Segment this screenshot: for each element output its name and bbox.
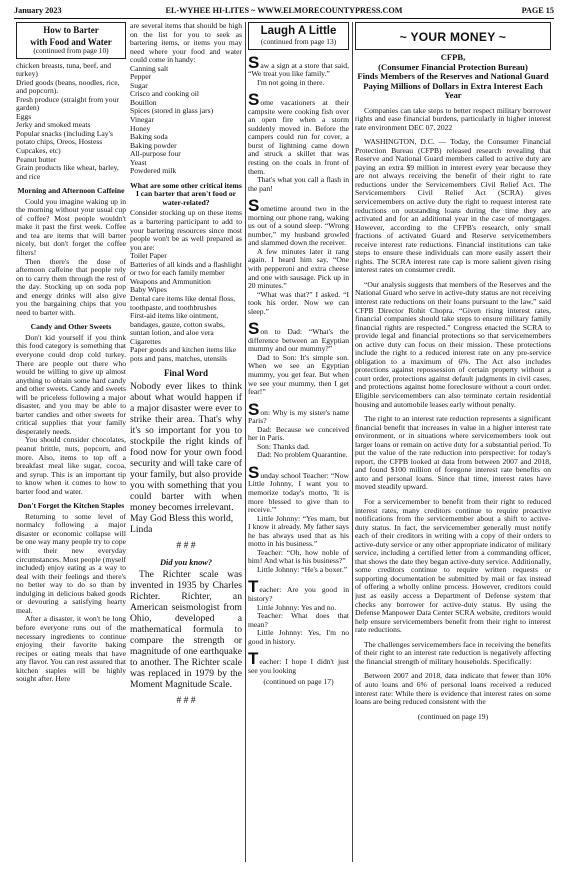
list-item: Toilet Paper: [130, 251, 167, 261]
final-word-paragraph: Nobody ever likes to think about what would happen if a major disaster were ever to strike their area. That's why it's so important for you to stockpile the right kinds of food now for your own food security and will take care of your family, but also provide you with something that you could barter with when money becomes irrelevant.: [130, 380, 242, 513]
list-item: Dental care items like dental floss, toothpaste, and toothbrushes: [130, 293, 236, 312]
coffee-heading: Morning and Afternoon Caffeine: [17, 186, 125, 196]
column-divider: [245, 22, 246, 862]
list-item: Eggs: [16, 111, 32, 121]
did-you-know-paragraph: The Richter scale was invented in 1935 by Charles Richter. Richter, an American seismologist from Ohio, developed a mathematical formula to compare the strength or magnitude of one earthquake to another. The Richter scale was replaced in 1979 by the Moment Magnitude Scale.: [130, 569, 242, 691]
critical-items-list: [130, 252, 242, 363]
joke-line: Saw a sign at a store that said, “We treat you like family.”: [248, 52, 349, 79]
article-paragraph: The right to an interest rate reduction represents a significant financial benefit that increases in value in a higher interest rate environment, or in situations where servicemembers took out larger loans or remain on active duty for a substantial period. To put the value of the rate reduction into perspective: for today's report, the CFPB looked at data from between 2007 and 2018, and found $100 million of foregone interest rate benefits on auto and personal loans. Since that time, interest rates have moved steadily upward.: [355, 414, 551, 492]
food-list: [16, 79, 126, 182]
list-item: Baking powder: [130, 140, 177, 150]
masthead: EL-WYHEE HI-LITES ~ WWW.ELMORECOUNTYPRESS.COM: [165, 6, 403, 15]
joke: [248, 319, 349, 397]
joke-line: Son to Dad: “What's the difference between an Egyptian mummy and our mummy?”: [248, 319, 349, 354]
drop-cap: S: [248, 319, 260, 339]
joke-line: Dad: Because we conceived her in Paris.: [248, 424, 349, 443]
joke-line: Little Johnny: “He's a boxer.”: [257, 564, 348, 574]
list-item: Jerky and smoked meats: [16, 120, 91, 130]
barter-title-box: [16, 22, 126, 59]
list-item: Bouillon: [130, 97, 157, 107]
drop-cap: S: [248, 462, 260, 482]
separator: # # #: [176, 695, 196, 707]
list-item: Canning salt: [130, 63, 169, 73]
joke-line: Teacher: Are you good in history?: [248, 577, 349, 604]
joke: [248, 462, 349, 575]
issue-date: January 2023: [14, 6, 62, 15]
coffee-paragraph-1: Could you imagine waking up in the morning without your usual cup of coffee? Most people wouldn't make it past the first week. Coffee and tea are items that will barter nicely, but don't forget the coffee filters!: [16, 196, 126, 257]
money-continued-on: (continued on page 19): [417, 711, 489, 721]
list-item: Powdered milk: [130, 166, 177, 176]
column-divider: [352, 22, 353, 862]
article-paragraph: The challenges servicemembers face in receiving the benefits of their right to an interest rate reduction is negatively affecting the financial strength of military households. Specifically:: [355, 639, 551, 666]
money-title-box: [355, 22, 551, 50]
article-paragraph: Between 2007 and 2018, data indicate that fewer than 10% of auto loans and 6% of personal loans received a reduced interest rate: While there is evidence that interest rates on some loans are being reduced consistent with the: [355, 671, 551, 707]
joke-line: Some vacationers at their campsite were cooking fish over an open fire when a storm suddenly moved in. Before the campers could run for cover, a burst of lightning came down and struck a skillet that was resting on the coals in front of them.: [248, 90, 349, 176]
staples-heading: Don't Forget the Kitchen Staples: [17, 501, 125, 511]
list-item: Pepper: [130, 72, 152, 82]
list-item: Batteries of all kinds and a flashlight or two for each family member: [130, 259, 242, 278]
list-item: Dried goods (beans, noodles, rice, and popcorn).: [16, 77, 120, 96]
joke-line: Dad: No problem Quarantine.: [257, 450, 348, 460]
list-item: Baby Wipes: [130, 285, 167, 295]
joke: [248, 399, 349, 460]
list-item: Paper goods and kitchen items like pots and pans, matches, utensils: [130, 345, 237, 363]
list-item: Baking soda: [130, 132, 168, 142]
list-item: Grain products like wheat, barley, and rice: [16, 163, 119, 181]
article-paragraph: Companies can take steps to better respect military borrower rights and ease financial burdens, particularly in higher interest rate environment DEC 07, 2022: [355, 105, 551, 132]
list-item: Peanut butter: [16, 154, 57, 164]
joke: [248, 196, 349, 316]
staples-list: [130, 65, 242, 176]
list-item: Cigarettes: [130, 336, 161, 346]
joke-line: Dad to Son: It's simple son. When we see an Egyptian mummy, you get fear. But when we see your mummy, then I get fear!”: [248, 352, 349, 397]
final-word-heading: Final Word: [163, 368, 209, 379]
joke: [248, 52, 349, 88]
joke-line: Son: Why is my sister's name Paris?: [248, 399, 349, 426]
header-rule: [14, 18, 554, 19]
laugh-continued-from: (continued from page 13): [260, 37, 337, 46]
joke: [248, 90, 349, 193]
coffee-paragraph-2: Then there's the dose of afternoon caffeine that people rely on to carry them through the rest of the day. Stocking up on soda pop and energy drinks will also give you the bargaining chips that you need to barter with.: [16, 256, 126, 317]
joke-line: That's what you call a flash in the pan!: [248, 175, 349, 193]
money-title: ~ YOUR MONEY ~: [399, 30, 507, 44]
critical-items-heading: What are some other critical items I can barter that aren't food or water-related?: [130, 180, 242, 207]
article-paragraph: “Our analysis suggests that members of the Reserves and the National Guard who serve in active-duty status are not receiving interest rate reductions on their loans pursuant to the law,” said CFPB Director Rohit Chopra. “Given rising interest rates, financial companies should take steps to ensure military family financial rights are respected.” Congress enacted the SCRA to provide legal and financial protections so that servicemembers on active duty can focus on their mission. These protections include the right to a reduced interest rate on any pre-service obligation to a maximum of 6%. The Act also includes protections against repossession of certain property without a court order, protections against default judgments in civil cases, and protections against home foreclosure without a court order. Eligible servicemembers can also terminate certain residential housing and automobile leases early without penalty.: [355, 279, 551, 409]
list-item: All-purpose four: [130, 149, 181, 159]
laugh-title-box: [248, 22, 349, 50]
candy-paragraph-1: Don't kid yourself if you think this food category is something that everyone could drop cold turkey. There are people out there who would be willing to give up almost anything to obtain some hard candy and other sweets. Candy and sweets will be priceless following a major disaster, and you may be able to barter candies and other sweets for critical supplies that your family desperately needs.: [16, 332, 126, 436]
joke-line: A few minutes later it rang again. I heard him say, “One with pepperoni and extra cheese and one with sausage. Pick up in 20 minutes.”: [248, 246, 349, 291]
list-item: Yeast: [130, 157, 147, 167]
list-item: Vinegar: [130, 115, 155, 125]
joke-line: Sunday school Teacher: “Now Little Johnny, I want you to memorize today's motto, 'It is more blessed to give than to receive.'”: [248, 462, 349, 515]
joke-line: Little Johnny: Yes, I'm no good in history.: [248, 628, 349, 646]
drop-cap: T: [248, 577, 259, 597]
page-number: PAGE 15: [521, 6, 554, 15]
column-2: [130, 22, 242, 867]
staples-intro: are several items that should be high on the list for you to seek as bartering items, or items you may need where your food and water could come in handy:: [130, 22, 242, 65]
list-item: Popular snacks (including Lay's potato chips, Oreos, Hostess Cupcakes, etc): [16, 128, 113, 155]
joke-line: Teacher: What does that mean?: [248, 611, 349, 629]
list-item: Sugar: [130, 80, 148, 90]
critical-items-paragraph: Consider stocking up on these items as a bartering participant to add to your bartering resources since most people won't be as well prepared as you are:: [130, 208, 242, 252]
drop-cap: T: [248, 649, 259, 669]
joke: [248, 649, 349, 675]
joke-line: Sometime around two in the morning our phone rang, waking us out of a sound sleep. “Wrong number,” my husband growled and slammed down the receiver.: [248, 196, 349, 248]
headline-line: CFPB,: [440, 52, 466, 62]
column-4: [355, 22, 551, 867]
joke-line: Teacher: I hope I didn't just see you looking: [248, 649, 349, 675]
barter-continued-from: (continued from page 10): [33, 46, 109, 55]
list-item: Fresh produce (straight from your garden): [16, 94, 119, 113]
barter-title-1: How to Barter: [43, 25, 99, 35]
joke-line: Little Johnny: “Yes mam, but I know it already. My father says he has always used that as his motto in his business.”: [248, 513, 349, 549]
list-item: First-aid items like ointment, bandages, gauze, cotton swabs, suntan lotion, and aloe vera: [130, 311, 225, 338]
did-you-know-heading: Did you know?: [159, 557, 213, 567]
column-3: [248, 22, 349, 867]
laugh-title: Laugh A Little: [260, 25, 337, 37]
separator: # # #: [176, 539, 196, 551]
laugh-continued-on: (continued on page 17): [263, 677, 334, 687]
list-item: Crisco and cooking oil: [130, 89, 199, 99]
list-item: Honey: [130, 123, 151, 133]
drop-cap: S: [248, 196, 260, 216]
joke-line: Little Johnny: Yes and no.: [257, 602, 337, 612]
drop-cap: S: [248, 90, 260, 110]
list-item: Spices (stored in glass jars): [130, 106, 214, 116]
barter-title-2: with Food and Water: [30, 37, 112, 47]
joke: [248, 577, 349, 646]
column-1: [16, 22, 126, 867]
barter-intro: chicken breasts, tuna, beef, and turkey): [16, 60, 112, 79]
candy-heading: Candy and Other Sweets: [30, 322, 112, 332]
article-paragraph: For a servicemember to benefit from their right to reduced interest rates, many creditors continue to require proactive notifications from the servicemember about a shift to active-duty status. In fact, the servicemember generally must notify each of their creditors in writing with a copy of their orders to active-duty service or any other appropriate indicator of military service, including a certified letter from a commanding officer, that shows the date they began active-duty service. Additionally, some creditors continue to require written requests or supporting documentation be submitted by mail or fax instead of offering a wholly online process. However, creditors could just as easily access a Department of Defense system that checks any borrower for active-duty status. By using the Defense Manpower Data Center SCRA website, creditors would help ensure servicemembers benefit from their right to interest rate reductions.: [355, 497, 551, 635]
drop-cap: S: [248, 399, 260, 419]
candy-paragraph-2: You should consider chocolates, peanut brittle, nuts, popcorn, and more. Also, items to top off a breakfast meal like sugar, cocoa, and syrup. This is an important tip to know when it comes to how to barter food and water.: [16, 435, 126, 496]
joke-line: I'm not going in there.: [257, 77, 325, 87]
drop-cap: S: [248, 52, 260, 72]
list-item: Weapons and Ammunition: [130, 276, 211, 286]
joke-line: “What was that?” I asked. “I took his order. Now we can sleep.”: [248, 289, 349, 316]
headline-line: Finds Members of the Reserves and National Guard: [357, 71, 549, 81]
article-paragraph: WASHINGTON, D.C. — Today, the Consumer Financial Protection Bureau (CFPB) released research revealing that Reserve and National Guard members called to active duty are paying an extra $9 million in interest every year because they are not always receiving the benefit of their right to rate reductions under the Servicemembers Civil Relief Act. The Servicemembers Civil Relief Act (SCRA) gives servicemembers on active duty the right to request interest rate reductions on outstanding loans during the time they are activated and for an additional year in the case of mortgages. However, according to the CFPB's research, only small fractions of activated Guard and Reserve servicemembers receive interest rate reductions. Financial institutions can take steps to ensure these individuals can more easily assert their rights. The SCRA interest rate cap is more salient given rising interest rates on consumer credit.: [355, 137, 551, 275]
author-signoff: May God Bless this world, Linda: [130, 512, 234, 535]
joke-line: Teacher: “Oh, how noble of him! And what is his business?”: [248, 547, 349, 566]
staples-paragraph-1: Returning to some level of normalcy following a major disaster or economic collapse will be one way many people try to cope with their new everyday circumstances. Most people (myself included) enjoy eating as a way to deal with their feelings and there's no better way to do so than by indulging in delicious baked goods or devouring a satisfying hearty meal.: [16, 511, 126, 615]
joke-line: Son: Thanks dad.: [257, 441, 310, 451]
staples-paragraph-2: After a disaster, it won't be long before everyone runs out of the necessary ingredients to continue enjoying their favorite baking recipes or eating meals that have any flavor. You can rest assured that kitchen staples will be highly sought after. Here: [16, 614, 126, 684]
cfpb-headline: [355, 53, 551, 101]
headline-line: (Consumer Financial Protection Bureau): [378, 61, 528, 72]
headline-line: Paying Millions of Dollars in Extra Interest Each Year: [363, 80, 543, 100]
